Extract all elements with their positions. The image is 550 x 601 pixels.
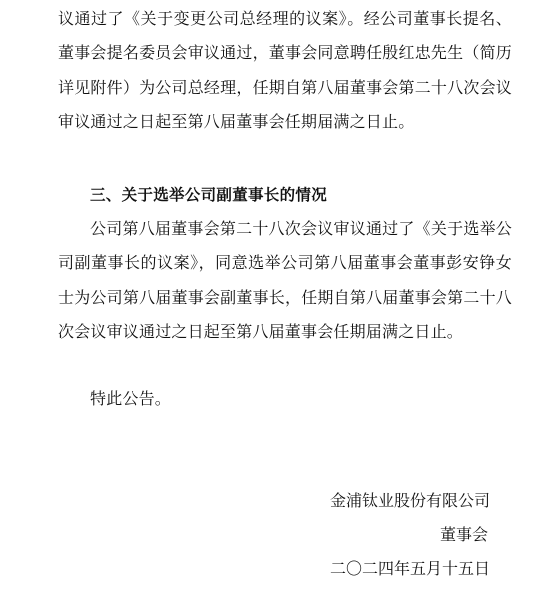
signature-company: 金浦钛业股份有限公司 (329, 491, 490, 510)
signature-board: 董事会 (439, 525, 488, 544)
closing-statement: 特此公告。 (90, 389, 172, 408)
section-heading-vice-chairman: 三、关于选举公司副董事长的情况 (90, 186, 328, 204)
paragraph-vice-chairman-election: 公司第八届董事会第二十八次会议审议通过了《关于选举公司副董事长的议案》，同意选举公司第八届董事会董事彭安铮女士为公司第八届董事会副董事长，任期自第八届董事会第二十八次会议审议通过之日起至第八届董事会任期届满之日止。 (58, 219, 512, 341)
paragraph-manager-appointment: 议通过了《关于变更公司总经理的议案》。经公司董事长提名、董事会提名委员会审议通过，董事会同意聘任殷红忠先生（简历详见附件）为公司总经理，任期自第八届董事会第二十八次会议审议通过之日起至第八届董事会任期届满之日止。 (58, 9, 512, 131)
signature-date: 二〇二四年五月十五日 (329, 559, 490, 578)
